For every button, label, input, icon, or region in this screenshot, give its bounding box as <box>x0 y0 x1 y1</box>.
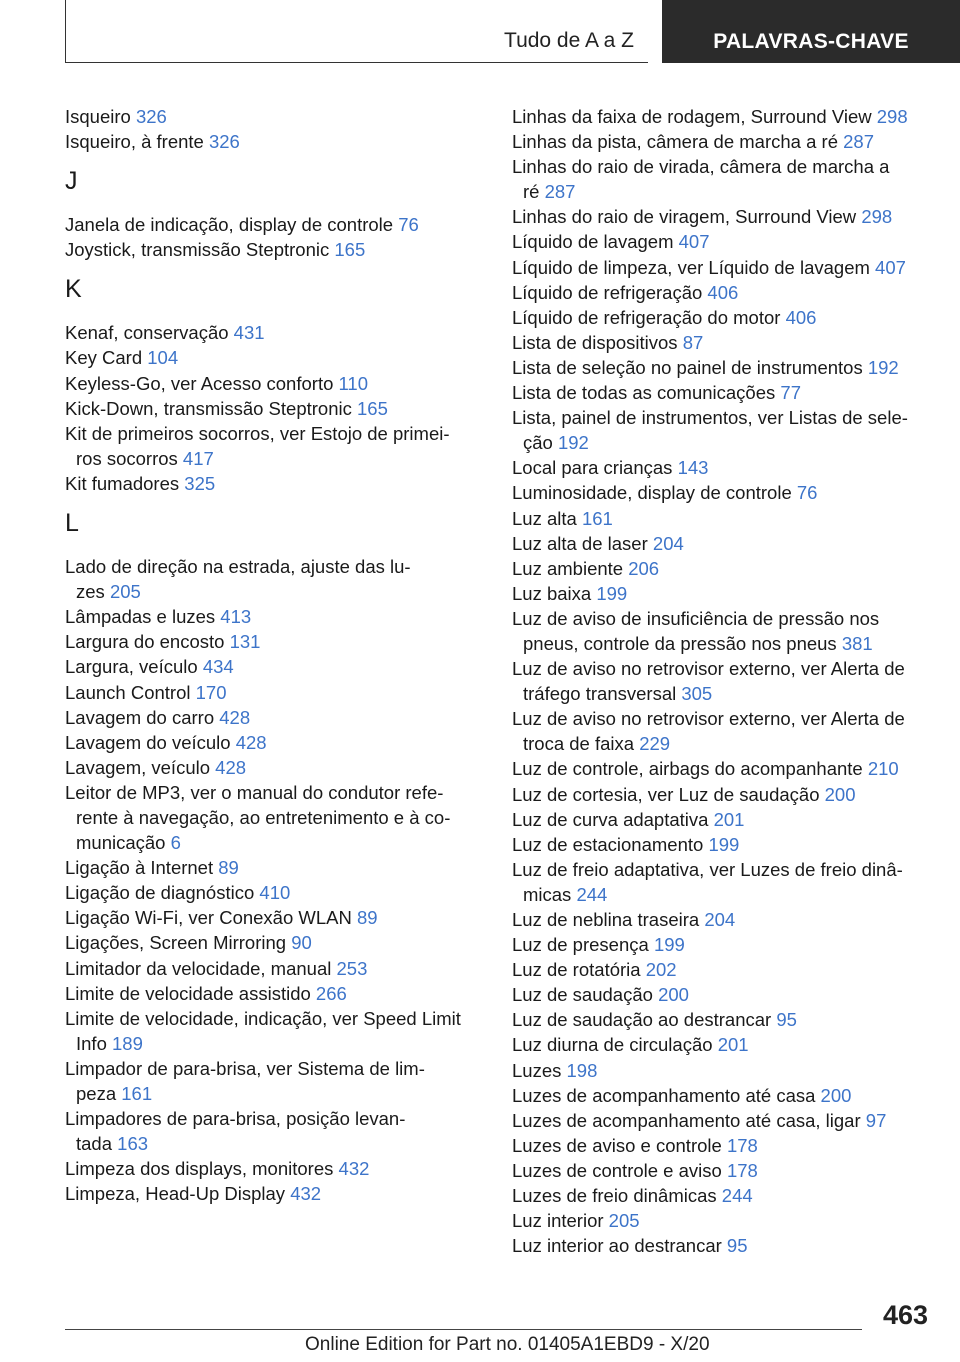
index-entry <box>512 104 932 129</box>
page-reference-link[interactable]: 202 <box>645 959 677 981</box>
page-reference-link[interactable]: 204 <box>704 909 736 930</box>
index-entry-text: Kit de primeiros socorros, ver Estojo de primei- <box>65 422 450 444</box>
index-entry <box>512 480 932 505</box>
page-reference-link[interactable]: 163 <box>117 1133 149 1155</box>
index-entry <box>512 932 932 957</box>
index-entry-text: Luz de aviso de insuficiência de pressão nos <box>512 607 880 629</box>
index-entry-text: Luz de freio adaptativa, ver Luzes de freio dinâ- <box>512 858 903 880</box>
page-reference-link[interactable]: 161 <box>121 1083 153 1104</box>
index-entry-text: Luz ambiente <box>512 557 624 579</box>
page-reference-link[interactable]: 199 <box>596 582 628 604</box>
index-entry <box>65 956 485 981</box>
page-reference-link[interactable]: 189 <box>112 1032 143 1054</box>
index-entry-text: Lavagem, veículo <box>65 756 211 778</box>
index-entry-text: Joystick, transmissão Steptronic <box>65 239 330 261</box>
page-reference-link[interactable]: 325 <box>184 472 216 494</box>
page-reference-link[interactable]: 410 <box>259 882 291 904</box>
index-entry-text: Lâmpadas e luzes <box>65 606 216 628</box>
page-reference-link[interactable]: 200 <box>824 783 856 805</box>
index-entry-text: Lavagem do carro <box>65 706 215 728</box>
page-reference-link[interactable]: 406 <box>707 281 739 303</box>
index-entry-text: Luz de rotatória <box>512 959 641 981</box>
page-reference-link[interactable]: 210 <box>867 758 899 780</box>
index-entry-text: Luz diurna de circulação <box>512 1034 713 1056</box>
index-entry-text: rente à navegação, ao entretenimento e à co- <box>76 806 451 828</box>
page-number: 463 <box>882 1300 928 1330</box>
page-reference-link[interactable]: 165 <box>334 239 366 261</box>
index-entry-text: Luzes de acompanhamento até casa <box>512 1084 816 1106</box>
index-entry <box>65 554 485 604</box>
index-entry <box>512 832 932 857</box>
page-reference-link[interactable]: 413 <box>220 606 252 628</box>
index-entry <box>65 930 485 955</box>
index-entry-text: Luzes de controle e aviso <box>512 1159 722 1181</box>
index-entry-text: Lista de dispositivos <box>512 331 678 353</box>
page-reference-link[interactable]: 104 <box>147 347 179 369</box>
index-entry <box>65 855 485 880</box>
page-reference-link[interactable]: 326 <box>208 131 240 153</box>
page-reference-link[interactable]: 434 <box>202 656 234 678</box>
index-entry <box>512 506 932 531</box>
index-entry-text: Luz de curva adaptativa <box>512 808 709 830</box>
page-reference-link[interactable]: 170 <box>195 681 227 703</box>
index-entry <box>512 280 932 305</box>
index-entry-text: Líquido de refrigeração <box>512 281 703 303</box>
page-reference-link[interactable]: 87 <box>682 331 704 353</box>
index-entry <box>65 680 485 705</box>
page-reference-link[interactable]: 201 <box>713 808 745 830</box>
page-reference-link[interactable]: 201 <box>717 1034 749 1056</box>
index-entry <box>512 1032 932 1057</box>
page-reference-link[interactable]: 406 <box>785 306 817 328</box>
index-entry <box>65 421 485 471</box>
index-entry <box>65 237 485 262</box>
page-reference-link[interactable]: 229 <box>639 733 671 755</box>
footer-edition: Online Edition for Part no. 01405A1EBD9 - X/20 <box>305 1334 710 1355</box>
page-reference-link[interactable]: 253 <box>336 957 368 979</box>
index-entry <box>512 355 932 380</box>
page-reference-link[interactable]: 244 <box>576 883 608 905</box>
index-entry-text: pneus, controle da pressão nos pneus <box>523 632 837 654</box>
page-reference-link[interactable]: 204 <box>652 532 684 554</box>
page-reference-link[interactable]: 417 <box>182 447 214 469</box>
index-column-right <box>512 104 932 1258</box>
index-entry <box>512 656 932 706</box>
index-entry-text: Limite de velocidade, indicação, ver Speed Limit <box>65 1007 461 1029</box>
page-reference-link[interactable]: 6 <box>170 832 181 854</box>
page-reference-link[interactable]: 89 <box>357 907 378 929</box>
page-reference-link[interactable]: 244 <box>721 1185 753 1207</box>
index-entry-text: zes <box>76 581 105 603</box>
index-entry-text: Luminosidade, display de controle <box>512 482 792 504</box>
index-entry-text: Luz de saudação <box>512 984 653 1006</box>
index-entry-text: Linhas do raio de virada, câmera de marcha a <box>512 156 890 178</box>
index-entry <box>65 1106 485 1156</box>
index-entry <box>512 1233 932 1258</box>
index-entry <box>65 212 485 237</box>
index-entry-text: Limpador de para-brisa, ver Sistema de lim- <box>65 1057 425 1079</box>
index-entry <box>65 981 485 1006</box>
index-entry <box>512 706 932 756</box>
page-reference-link[interactable]: 199 <box>708 833 740 855</box>
index-entry-text: Luz baixa <box>512 582 592 604</box>
index-entry-text: ré <box>523 181 540 203</box>
index-entry <box>512 581 932 606</box>
index-entry <box>65 629 485 654</box>
page-reference-link[interactable]: 192 <box>557 432 589 454</box>
page-reference-link[interactable]: 76 <box>796 482 818 504</box>
index-entry-text: Kenaf, conservação <box>65 322 229 344</box>
header-section-box <box>65 0 648 63</box>
index-entry <box>65 730 485 755</box>
index-entry-text: ros socorros <box>76 447 178 469</box>
index-entry <box>65 396 485 421</box>
index-entry <box>512 1007 932 1032</box>
index-entry <box>512 204 932 229</box>
page-reference-link[interactable]: 428 <box>219 706 251 728</box>
index-entry <box>65 1056 485 1106</box>
index-entry <box>65 471 485 496</box>
footer-divider <box>65 1329 862 1330</box>
index-entry-text: Linhas do raio de viragem, Surround View <box>512 206 857 228</box>
index-entry-text: ção <box>523 432 553 454</box>
index-entry <box>512 1108 932 1133</box>
index-entry-text: Linhas da pista, câmera de marcha a ré <box>512 131 838 153</box>
page-reference-link[interactable]: 131 <box>229 631 261 653</box>
header-chapter-tab[interactable] <box>662 0 960 63</box>
index-entry-text: Luz de saudação ao destrancar <box>512 1009 772 1031</box>
index-entry-text: Ligações, Screen Mirroring <box>65 932 287 954</box>
index-entry <box>512 556 932 581</box>
index-entry <box>65 780 485 855</box>
index-entry <box>65 104 485 129</box>
page-reference-link[interactable]: 407 <box>875 256 906 278</box>
page-reference-link[interactable]: 287 <box>843 131 874 153</box>
index-entry <box>65 345 485 370</box>
page-reference-link[interactable]: 407 <box>678 231 710 253</box>
index-entry-text: Launch Control <box>65 681 191 703</box>
page-reference-link[interactable]: 206 <box>628 557 660 579</box>
page-reference-link[interactable]: 432 <box>338 1158 370 1180</box>
index-entry-text: Lado de direção na estrada, ajuste das lu- <box>65 556 411 578</box>
index-entry <box>65 705 485 730</box>
index-letter-heading: K <box>65 275 82 304</box>
index-entry-text: Luzes de acompanhamento até casa, ligar <box>512 1109 861 1131</box>
index-entry <box>512 857 932 907</box>
index-entry <box>512 907 932 932</box>
index-entry <box>65 880 485 905</box>
page-reference-link[interactable]: 298 <box>861 206 893 228</box>
index-entry <box>512 957 932 982</box>
index-entry-text: tada <box>76 1133 113 1155</box>
index-entry-text: Leitor de MP3, ver o manual do condutor refe- <box>65 781 444 803</box>
index-entry <box>65 129 485 154</box>
index-entry-text: Janela de indicação, display de controle <box>65 214 394 236</box>
index-entry-text: micas <box>523 883 572 905</box>
index-entry <box>512 1208 932 1233</box>
index-entry-text: Luz de estacionamento <box>512 833 704 855</box>
index-entry-text: tráfego transversal <box>523 683 677 705</box>
index-entry-text: Luz de presença <box>512 934 649 956</box>
index-entry <box>512 1133 932 1158</box>
index-entry <box>65 755 485 780</box>
page-reference-link[interactable]: 90 <box>291 932 312 954</box>
index-entry <box>512 229 932 254</box>
page-reference-link[interactable]: 198 <box>566 1059 598 1081</box>
page-reference-link[interactable]: 143 <box>677 457 709 479</box>
index-entry-text: Limite de velocidade assistido <box>65 982 311 1004</box>
page-reference-link[interactable]: 89 <box>218 857 239 879</box>
index-entry <box>512 756 932 781</box>
index-entry <box>65 654 485 679</box>
index-entry-text: Largura, veículo <box>65 656 198 678</box>
index-entry-text: Keyless-Go, ver Acesso conforto <box>65 372 334 394</box>
index-entry <box>512 255 932 280</box>
index-entry <box>512 606 932 656</box>
index-entry <box>512 129 932 154</box>
index-entry-text: Luz alta <box>512 507 577 529</box>
index-entry <box>65 604 485 629</box>
index-entry-text: Luz de aviso no retrovisor externo, ver Alerta de <box>512 658 905 680</box>
index-entry <box>512 1158 932 1183</box>
page-reference-link[interactable]: 428 <box>235 731 267 753</box>
index-entry <box>65 905 485 930</box>
index-entry-text: peza <box>76 1083 117 1104</box>
page-reference-link[interactable]: 192 <box>867 356 899 378</box>
index-entry-text: Luz de neblina traseira <box>512 909 700 930</box>
page-reference-link[interactable]: 381 <box>841 632 873 654</box>
page-reference-link[interactable]: 77 <box>780 382 801 404</box>
index-entry <box>512 455 932 480</box>
index-entry-text: Lista de seleção no painel de instrumentos <box>512 356 863 378</box>
index-entry <box>512 405 932 455</box>
page-reference-link[interactable]: 110 <box>338 372 369 394</box>
index-entry <box>65 371 485 396</box>
index-entry-text: Limpadores de para-brisa, posição levan- <box>65 1108 406 1130</box>
page-reference-link[interactable]: 199 <box>653 934 685 956</box>
index-entry <box>512 330 932 355</box>
index-entry-text: Ligação à Internet <box>65 857 214 879</box>
index-column-left <box>65 104 485 1206</box>
index-entry <box>65 1156 485 1181</box>
index-entry <box>512 1083 932 1108</box>
page-reference-link[interactable]: 95 <box>776 1009 797 1031</box>
index-entry-text: Luz de controle, airbags do acompanhante <box>512 758 863 780</box>
index-entry-text: Luz de cortesia, ver Luz de saudação <box>512 783 820 805</box>
index-entry <box>512 982 932 1007</box>
section-title: Tudo de A a Z <box>504 29 634 52</box>
index-entry-text: Líquido de lavagem <box>512 231 674 253</box>
page-reference-link[interactable]: 200 <box>820 1084 852 1106</box>
index-entry <box>512 1183 932 1208</box>
index-letter-heading: L <box>65 509 79 538</box>
index-entry-text: Lista, painel de instrumentos, ver Listas de sele- <box>512 407 908 429</box>
index-entry-text: Key Card <box>65 347 143 369</box>
index-entry-text: Limpeza dos displays, monitores <box>65 1158 334 1180</box>
index-entry-text: Lista de todas as comunicações <box>512 382 776 404</box>
index-entry-text: Luz interior <box>512 1210 604 1232</box>
index-entry <box>512 154 932 204</box>
index-entry <box>65 320 485 345</box>
index-entry-text: Luz de aviso no retrovisor externo, ver Alerta de <box>512 708 905 730</box>
page-reference-link[interactable]: 431 <box>233 322 265 344</box>
index-letter-heading: J <box>65 167 78 196</box>
page-reference-link[interactable]: 205 <box>608 1210 640 1232</box>
page-reference-link[interactable]: 305 <box>681 683 713 705</box>
index-entry <box>512 1058 932 1083</box>
index-entry-text: Líquido de refrigeração do motor <box>512 306 781 328</box>
index-entry-text: Info <box>76 1032 107 1054</box>
index-entry-text: troca de faixa <box>523 733 635 755</box>
index-entry-text: Luzes <box>512 1059 562 1081</box>
page-reference-link[interactable]: 432 <box>290 1183 322 1205</box>
page-reference-link[interactable]: 178 <box>726 1134 758 1156</box>
page-reference-link[interactable]: 165 <box>357 397 388 419</box>
index-entry-text: Limitador da velocidade, manual <box>65 957 332 979</box>
page-reference-link[interactable]: 287 <box>544 181 576 203</box>
index-entry-text: Kick-Down, transmissão Steptronic <box>65 397 352 419</box>
index-entry-text: Ligação Wi-Fi, ver Conexão WLAN <box>65 907 352 929</box>
page-reference-link[interactable]: 97 <box>865 1109 887 1131</box>
index-entry-text: Luzes de freio dinâmicas <box>512 1185 717 1207</box>
index-entry-text: Local para crianças <box>512 457 673 479</box>
page-reference-link[interactable]: 205 <box>109 581 141 603</box>
index-entry-text: Limpeza, Head-Up Display <box>65 1183 286 1205</box>
page-reference-link[interactable]: 326 <box>135 106 167 127</box>
index-entry-text: Luzes de aviso e controle <box>512 1134 722 1156</box>
index-entry <box>65 1006 485 1056</box>
index-entry-text: Luz alta de laser <box>512 532 648 554</box>
page-reference-link[interactable]: 95 <box>726 1235 748 1257</box>
index-entry <box>512 807 932 832</box>
index-entry <box>512 305 932 330</box>
index-entry-text: Isqueiro <box>65 106 131 127</box>
index-entry-text: Luz interior ao destrancar <box>512 1235 722 1257</box>
index-entry-text: Linhas da faixa de rodagem, Surround View <box>512 106 872 127</box>
chapter-title: PALAVRAS-CHAVE <box>713 30 909 53</box>
index-entry-text: Lavagem do veículo <box>65 731 231 753</box>
index-entry <box>512 782 932 807</box>
page-reference-link[interactable]: 161 <box>581 507 613 529</box>
index-entry <box>512 531 932 556</box>
page-reference-link[interactable]: 200 <box>658 984 689 1006</box>
index-entry <box>512 380 932 405</box>
index-entry-text: Kit fumadores <box>65 472 180 494</box>
page-reference-link[interactable]: 266 <box>315 982 347 1004</box>
index-entry-text: Ligação de diagnóstico <box>65 882 255 904</box>
index-entry-text: Isqueiro, à frente <box>65 131 204 153</box>
page-reference-link[interactable]: 428 <box>215 756 247 778</box>
page-reference-link[interactable]: 76 <box>398 214 419 236</box>
index-entry-text: Líquido de limpeza, ver Líquido de lavagem <box>512 256 870 278</box>
page-reference-link[interactable]: 178 <box>726 1159 758 1181</box>
page-reference-link[interactable]: 298 <box>876 106 908 127</box>
index-entry-text: Largura do encosto <box>65 631 225 653</box>
index-entry <box>65 1181 485 1206</box>
index-entry-text: municação <box>76 832 166 854</box>
